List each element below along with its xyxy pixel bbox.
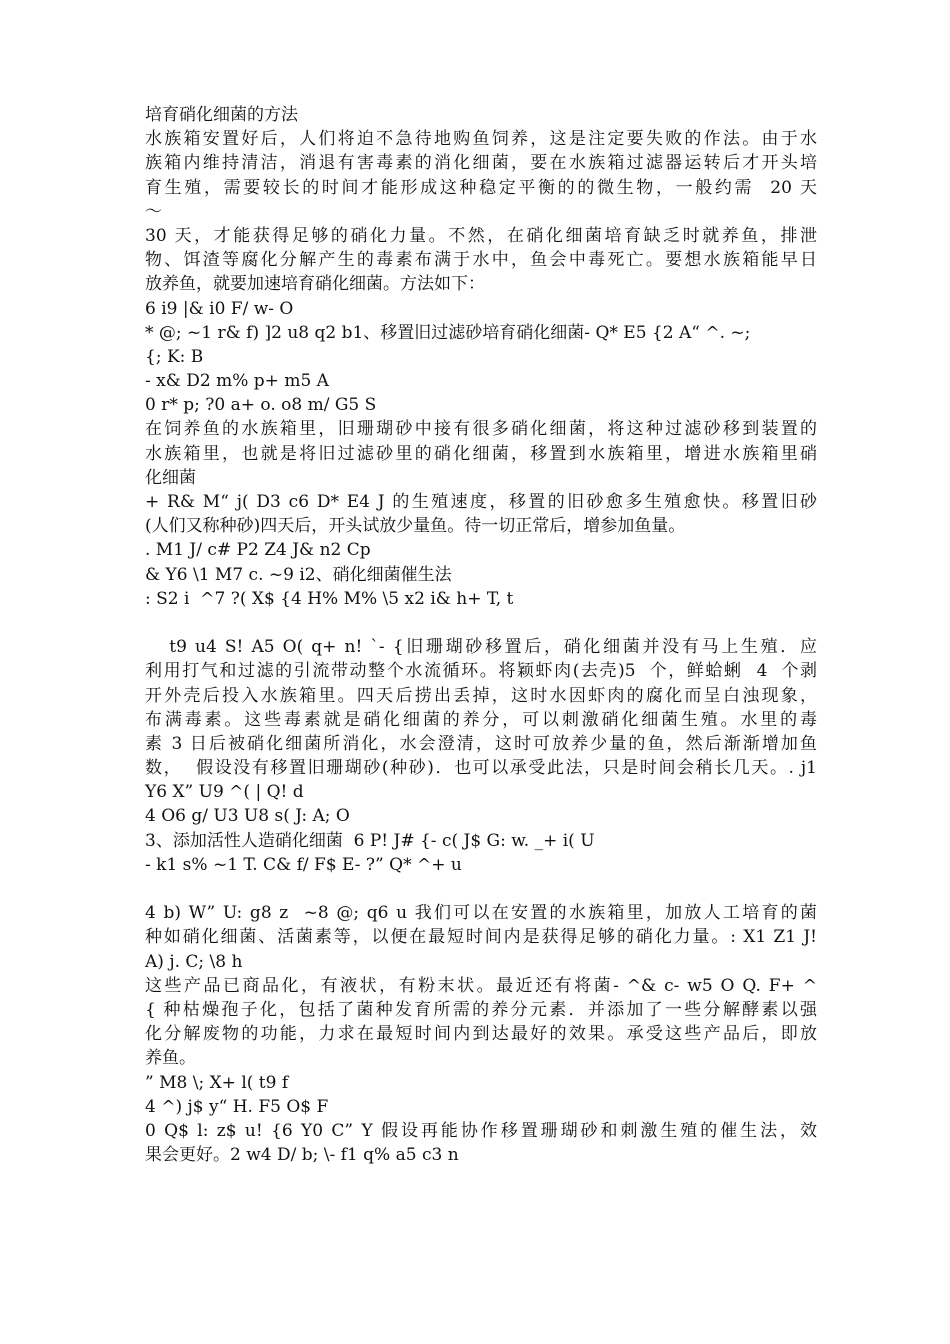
noise-line: 4 O6 g/ U3 U8 s( J: A; O: [145, 806, 350, 827]
paragraph-line: 育生殖，需要较长的时间才能形成这种稳定平衡的的微生物，一般约需 20 天: [145, 177, 817, 198]
paragraph-line: 化分解废物的功能，力求在最短时间内到达最好的效果。承受这些产品后，即放: [145, 1024, 817, 1045]
noise-line: - x& D2 m% p+ m5 A: [145, 371, 329, 392]
paragraph-line: ～: [145, 201, 162, 222]
noise-line: 0 r* p; ?0 a+ o. o8 m/ G5 S: [145, 395, 377, 416]
paragraph-line: 数， 假设没有移置旧珊瑚砂(种砂)．也可以承受此法，只是时间会稍长几天。. j1: [145, 758, 817, 779]
noise-line: : S2 i ^7 ?( X$ {4 H% M% \5 x2 i& h+ T, t: [145, 588, 514, 609]
paragraph-line: 种如硝化细菌、活菌素等，以便在最短时间内是获得足够的硝化力量。: X1 Z1 J!: [145, 927, 817, 948]
section-heading: * @; ~1 r& f) ]2 u8 q2 b1、移置旧过滤砂培育硝化细菌- Q* E5 {2 A“ ^. ~;: [145, 322, 751, 343]
noise-line: 6 i9 |& i0 F/ w- O: [145, 298, 294, 319]
paragraph-line: (人们又称种砂)四天后，开头试放少量鱼。待一切正常后，增参加鱼量。: [145, 516, 686, 537]
paragraph-line: 布满毒素。这些毒素就是硝化细菌的养分，可以刺激硝化细菌生殖。水里的毒: [145, 709, 817, 730]
section-heading: & Y6 \1 M7 c. ~9 i2、硝化细菌催生法: [145, 564, 452, 585]
paragraph-line: 30 天，才能获得足够的硝化力量。不然，在硝化细菌培育缺乏时就养鱼，排泄: [145, 225, 817, 246]
paragraph-line: + R& M“ j( D3 c6 D* E4 J 的生殖速度，移置的旧砂愈多生殖愈快。移置旧砂: [145, 492, 817, 512]
noise-line: 4 ^) j$ y“ H. F5 O$ F: [145, 1096, 329, 1117]
paragraph-line: 0 Q$ l: z$ u! {6 Y0 C” Y 假设再能协作移置珊瑚砂和刺激生殖的催生法，效: [145, 1120, 817, 1141]
document-title: 培育硝化细菌的方法: [145, 105, 298, 125]
paragraph-line: 化细菌: [145, 467, 196, 488]
noise-line: . M1 J/ c# P2 Z4 J& n2 Cp: [145, 540, 371, 561]
noise-line: - k1 s% ~1 T. C& f/ F$ E- ?” Q* ^+ u: [145, 854, 462, 875]
paragraph-line: 这些产品已商品化，有液状，有粉末状。最近还有将菌- ^& c- w5 O Q. F+ ^: [145, 975, 817, 996]
noise-line: A) j. C; \8 h: [145, 951, 243, 972]
paragraph-line: 素 3 日后被硝化细菌所消化，水会澄清，这时可放养少量的鱼，然后渐渐增加鱼: [145, 733, 817, 754]
paragraph-line: 水族箱里，也就是将旧过滤砂里的硝化细菌，移置到水族箱里，增进水族箱里硝: [145, 443, 817, 464]
paragraph-line: 养鱼。: [145, 1048, 196, 1069]
paragraph-line: 物、饵渣等腐化分解产生的毒素布满于水中，鱼会中毒死亡。要想水族箱能早日: [145, 250, 817, 271]
paragraph-line: 放养鱼，就要加速培育硝化细菌。方法如下：: [145, 274, 485, 295]
paragraph-line: 开外壳后投入水族箱里。四天后捞出丢掉，这时水因虾肉的腐化而呈白浊现象，: [145, 685, 817, 706]
paragraph-line: 4 b) W” U: g8 z ~8 @; q6 u 我们可以在安置的水族箱里，加放人工培育的菌: [145, 903, 817, 924]
paragraph-line: { 种枯燥孢子化，包括了菌种发育所需的养分元素．并添加了一些分解酵素以强: [145, 999, 817, 1020]
blank-line: [145, 611, 817, 635]
paragraph-line: t9 u4 S! A5 O( q+ n! `- {旧珊瑚砂移置后，硝化细菌并没有马上生殖．应: [145, 637, 817, 658]
paragraph-line: 族箱内维持清洁，消退有害毒素的消化细菌，要在水族箱过滤器运转后才开头培: [145, 153, 817, 174]
paragraph-line: 果会更好。2 w4 D/ b; \- f1 q% a5 c3 n: [145, 1145, 459, 1166]
blank-line: [145, 877, 817, 901]
noise-line: ” M8 \; X+ l( t9 f: [145, 1072, 289, 1093]
section-heading: 3、添加活性人造硝化细菌 6 P! J# {- c( J$ G: w. _+ i( U: [145, 830, 595, 851]
paragraph-line: 水族箱安置好后，人们将迫不急待地购鱼饲养，这是注定要失败的作法。由于水: [145, 129, 817, 150]
paragraph-line: 利用打气和过滤的引流带动整个水流循环。将颖虾肉(去壳)5 个，鲜蛤蜊 4 个剥: [145, 661, 817, 682]
noise-line: {; K: B: [145, 346, 204, 367]
noise-line: Y6 X” U9 ^( | Q! d: [145, 782, 304, 803]
document-body: [145, 103, 817, 1167]
paragraph-line: 在饲养鱼的水族箱里，旧珊瑚砂中接有很多硝化细菌，将这种过滤砂移到装置的: [145, 419, 817, 440]
